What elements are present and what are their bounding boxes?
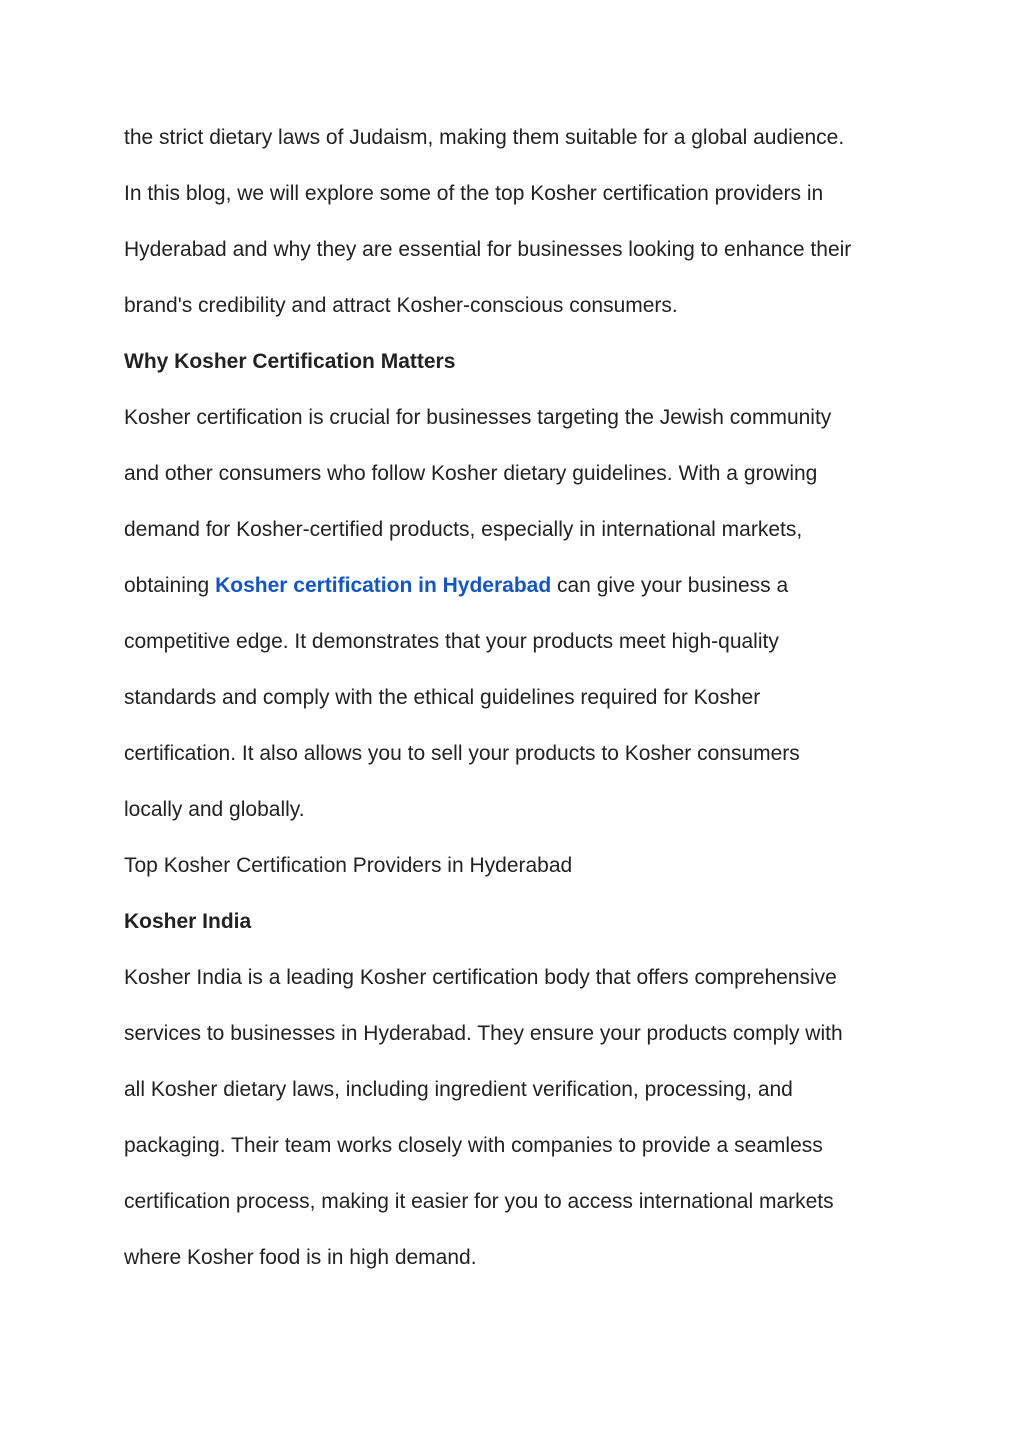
why-line-8: locally and globally. xyxy=(124,798,305,821)
intro-line-1: the strict dietary laws of Judaism, making them suitable for a global audience. xyxy=(124,126,845,149)
why-line-3: demand for Kosher-certified products, especially in international markets, xyxy=(124,518,803,541)
why-line-4-after: can give your business a xyxy=(551,574,789,597)
why-line-1: Kosher certification is crucial for businesses targeting the Jewish community xyxy=(124,406,832,429)
why-line-4-before: obtaining xyxy=(124,574,216,597)
kosher-india-line-3: all Kosher dietary laws, including ingredient verification, processing, and xyxy=(124,1078,793,1101)
kosher-india-line-1: Kosher India is a leading Kosher certification body that offers comprehensive xyxy=(124,966,837,989)
intro-line-4: brand's credibility and attract Kosher-conscious consumers. xyxy=(124,294,678,317)
why-line-4 xyxy=(124,558,924,614)
kosher-india-line-4: packaging. Their team works closely with companies to provide a seamless xyxy=(124,1134,823,1157)
why-line-6: standards and comply with the ethical guidelines required for Kosher xyxy=(124,686,761,709)
intro-line-2: In this blog, we will explore some of the top Kosher certification providers in xyxy=(124,182,824,205)
kosher-certification-link[interactable]: Kosher certification in Hyderabad xyxy=(215,574,552,597)
why-line-7: certification. It also allows you to sell your products to Kosher consumers xyxy=(124,742,800,765)
kosher-india-heading: Kosher India xyxy=(124,910,252,933)
kosher-india-line-6: where Kosher food is in high demand. xyxy=(124,1246,477,1269)
kosher-india-line-5: certification process, making it easier for you to access international markets xyxy=(124,1190,834,1213)
why-line-5: competitive edge. It demonstrates that your products meet high-quality xyxy=(124,630,779,653)
intro-line-3: Hyderabad and why they are essential for businesses looking to enhance their xyxy=(124,238,852,261)
providers-heading: Top Kosher Certification Providers in Hyderabad xyxy=(124,854,573,877)
why-heading: Why Kosher Certification Matters xyxy=(124,350,456,373)
document-page xyxy=(124,110,924,1286)
kosher-india-line-2: services to businesses in Hyderabad. They ensure your products comply with xyxy=(124,1022,843,1045)
why-line-2: and other consumers who follow Kosher dietary guidelines. With a growing xyxy=(124,462,818,485)
